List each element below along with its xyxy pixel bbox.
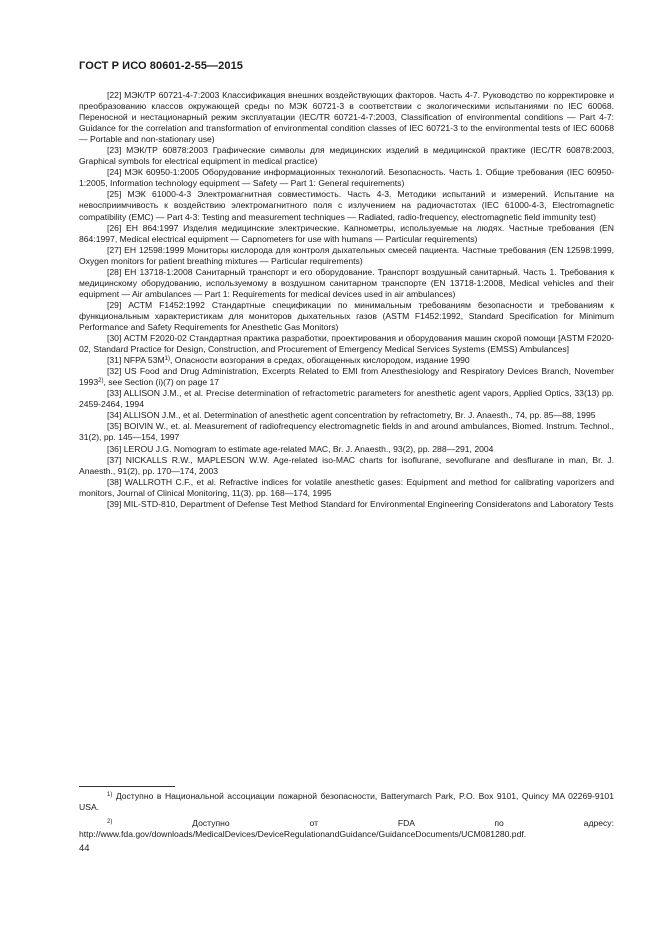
footnote-divider [79, 786, 175, 787]
footnote-1 [79, 791, 614, 813]
reference-36: [36] LEROU J.G. Nomogram to estimate age-related MAC, Br. J. Anaesth., 93(2), pp. 288—291, 2004 [107, 443, 494, 454]
footnote-marker-2: 2) [98, 378, 104, 385]
reference-38: [38] WALLROTH C.F., et al. Refractive indices for volatile anesthetic gases: Equipment and method for calibrating vaporizers and monitors, Journal of Clinical Monitoring, 11(3). pp. 168—174, 1995 [79, 476, 614, 498]
footnote-2-text: Доступно от FDA по адресу: http://www.fda.gov/downloads/MedicalDevices/DeviceRegulationandGuidance/GuidanceDocuments/UCM081280.pdf. [79, 818, 614, 840]
footnotes [79, 791, 614, 845]
reference-30: [30] АСТМ F2020-02 Стандартная практика разработки, проектирования и оборудования машин скорой помощи [ASTM F2020-02, Standard Practice for Design, Construction, and Procurement of Emergency Medical Services Systems (EMSS) Ambulances] [79, 333, 614, 355]
reference-39: [39] MIL-STD-810, Department of Defense Test Method Standard for Environmental Engineering Consideratons and Laboratory Tests [107, 498, 614, 509]
footnote-1-marker: 1) [107, 792, 113, 798]
footnote-2-marker: 2) [107, 819, 113, 826]
reference-31-text: [31] NFPA 53M [107, 355, 165, 366]
reference-28: [28] ЕН 13718-1:2008 Санитарный транспорт и его оборудование. Транспорт воздушный санитарный. Часть 1. Требования к медицинскому оборудованию, используемому в воздушном санитарном транспорте (EN 13718-1:2008, Medical vehicles and their equipment — Air ambulances — Part 1: Requirements for medical devices used in air ambulances) [79, 266, 614, 299]
reference-32 [79, 366, 614, 388]
reference-23: [23] МЭК/ТР 60878:2003 Графические символы для медицинских изделий в медицинской практике (IEC/TR 60878:2003, Graphical symbols for electrical equipment in medical practice) [79, 145, 614, 167]
reference-25: [25] МЭК 61000-4-3 Электромагнитная совместимость. Часть 4-3. Методики испытаний и измерений. Испытание на невосприимчивость к воздействию электромагнитного поля с излучением на радиочастотах (IEC 61000-4-3, Electromagnetic compatibility (EMC) — Part 4-3: Testing and measurement techniques — Radiated, radio-frequency, electromagnetic field immunity test) [79, 189, 614, 222]
reference-37: [37] NICKALLS R.W., MAPLESON W.W. Age-related iso-MAC charts for isoflurane, sevoflurane and desflurane in man, Br. J. Anaesth., 91(2), pp. 170—174, 2003 [79, 454, 614, 476]
reference-34: [34] ALLISON J.M., et al. Determination of anesthetic agent concentration by refractometry, Br. J. Anaesth., 74, pp. 85—88, 1995 [107, 410, 596, 421]
reference-31-text-end: , Опасности возгорания в средах, обогащенных кислородом, издание 1990 [169, 355, 470, 366]
reference-24: [24] МЭК 60950-1:2005 Оборудование информационных технологий. Безопасность. Часть 1. Общие требования (IEC 60950-1:2005, Information technology equipment — Safety — Part 1: General requirements) [79, 167, 614, 189]
document-header: ГОСТ Р ИСО 80601-2-55—2015 [79, 60, 244, 72]
reference-31 [79, 355, 614, 366]
reference-22: [22] МЭК/ТР 60721-4-7:2003 Классификация внешних воздействующих факторов. Часть 4-7. Руководство по корректировке и преобразованию классов окружающей среды по МЭК 60721-3 в соответствии с экологическими испытаниями по IEC 60068. Переносной и нестационарный режим эксплуатации (IEC/TR 60721-4-7:2003, Classification of environmental conditions — Part 4-7: Guidance for the correlation and transformation of environmental condition classes of IEC 60721-3 to the environmental tests of IEC 60068 — Portable and non-stationary use) [79, 90, 614, 145]
bibliography-list [79, 90, 614, 510]
reference-29: [29] АСТМ F1452:1992 Стандартные спецификации по минимальным требованиям безопасности и требованиям к функциональным характеристикам для мониторов дыхательных газов (ASTM F1452:1992, Standard Specification for Minimum Performance and Safety Requirements for Anesthetic Gas Monitors) [79, 299, 614, 332]
footnote-1-text: Доступно в Национальной ассоциации пожарной безопасности, Batterymarch Park, P.O. Box 9101, Quincy MA 02269-9101 USA. [79, 791, 614, 813]
footnote-2 [79, 818, 614, 840]
reference-32-text-end: , see Section (i)(7) on page 17 [103, 377, 220, 388]
page-number: 44 [79, 843, 90, 854]
reference-27: [27] ЕН 12598:1999 Мониторы кислорода для контроля дыхательных смесей пациента. Частные требования (EN 12598:1999, Oxygen monitors for patient breathing mixtures — Particular requirements) [79, 244, 614, 266]
reference-35: [35] BOIVIN W., et. al. Measurement of radiofrequency electromagnetic fields in and around ambulances, Biomed. Instrum. Technol., 31(2), pp. 145—154, 1997 [79, 421, 614, 443]
reference-26: [26] ЕН 864:1997 Изделия медицинские электрические. Капнометры, используемые на людях. Частные требования (EN 864:1997, Medical electrical equipment — Capnometers for use with humans — Particular requirements) [79, 222, 614, 244]
reference-32-text: [32] US Food and Drug Administration, Excerpts Related to EMI from Anesthesiology and Respiratory Devices Branch, November 1993 [79, 366, 614, 388]
footnote-marker-1: 1) [164, 356, 170, 363]
reference-33: [33] ALLISON J.M., et al. Precise determination of refractometric parameters for anesthetic agent vapors, Applied Optics, 33(13) pp. 2459-2464, 1994 [79, 388, 614, 410]
